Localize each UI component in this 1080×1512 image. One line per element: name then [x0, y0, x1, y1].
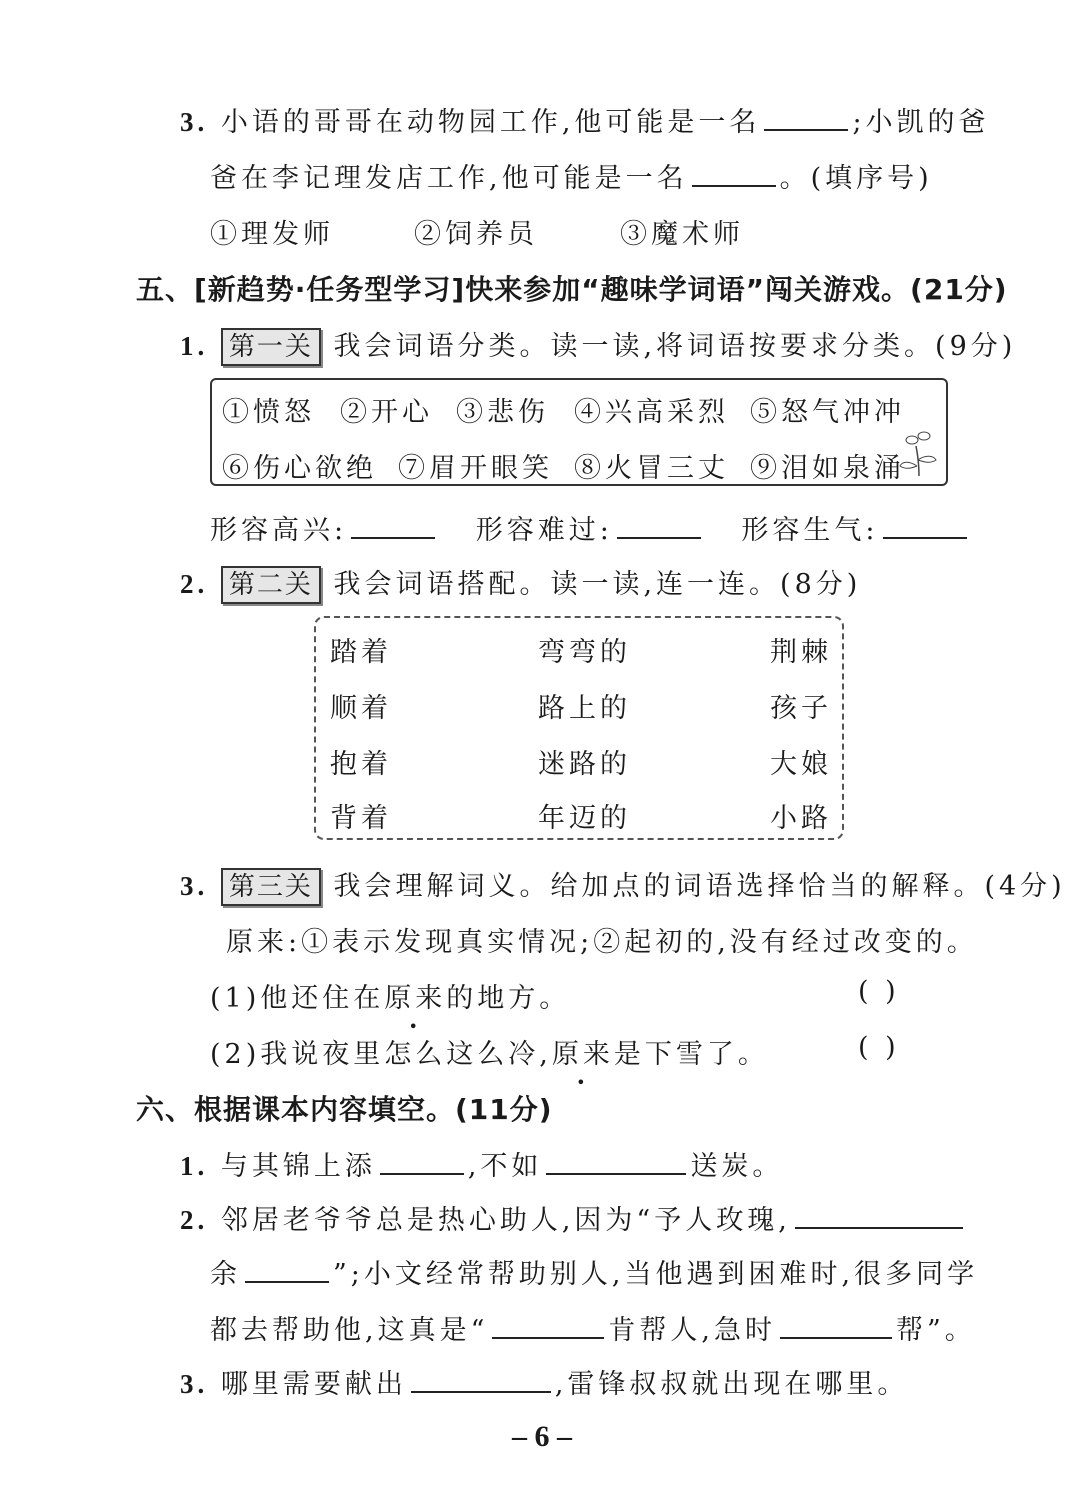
q5-2-header [180, 562, 861, 604]
q5-1-tag: 第一关 [221, 328, 321, 366]
cat-happy-label: 形容高兴: [210, 515, 348, 546]
categories-line [210, 508, 971, 547]
section-6-title: 六、根据课本内容填空。(11分) [136, 1093, 553, 1126]
q6-3-a: 哪里需要献出 [220, 1369, 407, 1400]
q5-2-text: 我会词语搭配。读一读,连一连。(8分) [333, 569, 862, 600]
match-col1-3[interactable]: 抱着 [330, 749, 392, 780]
q6-2-num: 2. [180, 1205, 209, 1235]
word-7: ⑦眉开眼笑 [398, 453, 553, 484]
q5-1-num: 1. [180, 331, 209, 361]
match-col2-4[interactable]: 年迈的 [538, 803, 631, 834]
q5-3-sentence1 [210, 976, 570, 1015]
q4-3-blank2[interactable] [692, 159, 776, 187]
q5-3-tag: 第三关 [221, 868, 321, 906]
q6-2-l1: 邻居老爷爷总是热心助人,因为“予人玫瑰, [220, 1205, 791, 1236]
q6-1-blank2[interactable] [546, 1147, 686, 1175]
cat-sad-blank[interactable] [617, 511, 701, 539]
match-col1-4[interactable]: 背着 [330, 803, 392, 834]
q6-2-blank1[interactable] [795, 1201, 963, 1229]
s2-dotted-word: 原来 [551, 1039, 614, 1070]
q6-1-blank1[interactable] [380, 1147, 464, 1175]
q5-1-text: 我会词语分类。读一读,将词语按要求分类。(9分) [333, 331, 1017, 362]
match-col1-1[interactable]: 踏着 [330, 637, 392, 668]
s2-part-a: (2)我说夜里怎么这么冷, [210, 1039, 552, 1070]
q6-1-a: 与其锦上添 [220, 1151, 376, 1182]
q4-3-opt2: ②饲养员 [414, 219, 538, 250]
q6-1-b: ,不如 [467, 1151, 543, 1182]
q6-3-num: 3. [180, 1369, 209, 1399]
word-6: ⑥伤心欲绝 [222, 453, 377, 484]
q6-2-blank4[interactable] [780, 1311, 892, 1339]
q6-2-l2a: 余 [210, 1259, 241, 1290]
q6-2-l3c: 帮”。 [895, 1315, 976, 1346]
cat-happy-blank[interactable] [351, 511, 435, 539]
q4-3-opt3: ③魔术师 [620, 219, 744, 250]
word-8: ⑧火冒三丈 [574, 453, 729, 484]
q6-1-c: 送炭。 [690, 1151, 784, 1182]
q5-3-num: 3. [180, 871, 209, 901]
word-3: ③悲伤 [456, 397, 549, 428]
section-5-title: 五、[新趋势·任务型学习]快来参加“趣味学词语”闯关游戏。(21分) [136, 273, 1008, 306]
q4-3-text1a: 小语的哥哥在动物园工作,他可能是一名 [220, 107, 761, 138]
q5-1-header [180, 324, 1016, 366]
s2-part-b: 是下雪了。 [613, 1039, 769, 1070]
q5-2-num: 2. [180, 569, 209, 599]
word-2: ②开心 [340, 397, 433, 428]
q6-1-num: 1. [180, 1151, 209, 1181]
q6-2-l2b: ”;小文经常帮助别人,当他遇到困难时,很多同学 [333, 1259, 979, 1290]
q6-3-blank[interactable] [411, 1365, 551, 1393]
word-9: ⑨泪如泉涌 [750, 453, 905, 484]
answer-paren-2[interactable]: ( ) [858, 1032, 900, 1063]
q4-3-opt1: ①理发师 [210, 219, 334, 250]
q6-2-blank2[interactable] [245, 1255, 329, 1283]
q6-2-line1 [180, 1198, 967, 1237]
match-col2-1[interactable]: 弯弯的 [538, 637, 631, 668]
q4-3-text2a: 爸在李记理发店工作,他可能是一名 [210, 163, 688, 194]
q6-2-line3 [210, 1308, 976, 1347]
match-col3-1[interactable]: 荆棘 [770, 637, 832, 668]
cat-angry-label: 形容生气: [741, 515, 879, 546]
cat-sad-label: 形容难过: [475, 515, 613, 546]
cat-angry-blank[interactable] [883, 511, 967, 539]
q4-3-text2b: 。(填序号) [779, 163, 933, 194]
word-4: ④兴高采烈 [574, 397, 729, 428]
q5-3-sentence2 [210, 1032, 769, 1071]
q4-3-num: 3. [180, 107, 209, 137]
q6-1-line [180, 1144, 783, 1183]
q6-3-b: ,雷锋叔叔就出现在哪里。 [554, 1369, 909, 1400]
plant-decoration-icon [896, 428, 942, 478]
s1-part-a: (1)他还住在 [210, 983, 385, 1014]
q4-3-line2 [210, 156, 933, 195]
match-col1-2[interactable]: 顺着 [330, 693, 392, 724]
word-5: ⑤怒气冲冲 [750, 397, 905, 428]
word-1: ①愤怒 [222, 397, 315, 428]
q5-2-tag: 第二关 [221, 566, 321, 604]
s1-dotted-word: 原来 [384, 983, 447, 1014]
match-col2-2[interactable]: 路上的 [538, 693, 631, 724]
page-number: – 6 – [512, 1420, 572, 1453]
q6-2-l3b: 肯帮人,急时 [608, 1315, 776, 1346]
q6-3-line [180, 1362, 908, 1401]
q6-2-line2 [210, 1252, 978, 1291]
answer-paren-1[interactable]: ( ) [858, 976, 900, 1007]
q4-3-text1b: ;小凯的爸 [852, 107, 990, 138]
q5-3-text: 我会理解词义。给加点的词语选择恰当的解释。(4分) [333, 871, 1066, 902]
match-col2-3[interactable]: 迷路的 [538, 749, 631, 780]
q6-2-l3a: 都去帮助他,这真是“ [210, 1315, 489, 1346]
q6-2-blank3[interactable] [492, 1311, 604, 1339]
q4-3-blank1[interactable] [764, 103, 848, 131]
match-col3-2[interactable]: 孩子 [770, 693, 832, 724]
match-col3-3[interactable]: 大娘 [770, 749, 832, 780]
q4-3-line1 [180, 100, 990, 139]
match-col3-4[interactable]: 小路 [770, 803, 832, 834]
s1-part-b: 的地方。 [446, 983, 571, 1014]
q5-3-header [180, 864, 1066, 906]
q5-3-definition: 原来:①表示发现真实情况;②起初的,没有经过改变的。 [226, 927, 978, 958]
